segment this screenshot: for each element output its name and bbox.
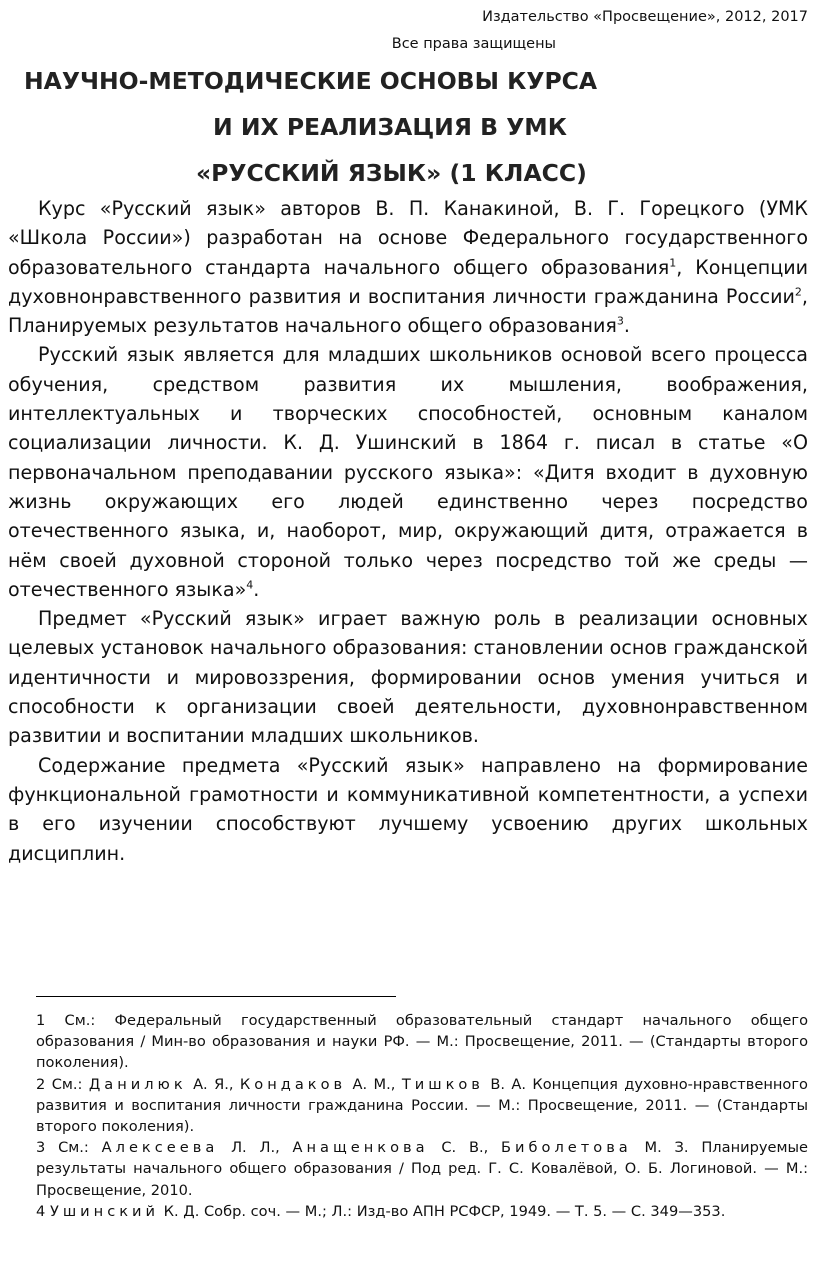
footnote-3-author-1: Алексеева <box>101 1139 219 1157</box>
footnote-2-author-1: Данилюк <box>88 1075 187 1093</box>
paragraph-2 <box>8 340 808 604</box>
footnote-ref-1: 1 <box>669 256 677 270</box>
footnote-4 <box>36 1201 808 1222</box>
footnote-3 <box>36 1137 808 1201</box>
footnote-2-initials-1: А. Я., <box>186 1075 240 1093</box>
footnotes <box>36 1010 808 1222</box>
footnote-4-rest: К. Д. Собр. соч. — М.; Л.: Изд-во АПН РСФСР, 1949. — Т. 5. — С. 349—353. <box>159 1202 726 1220</box>
footnote-2 <box>36 1074 808 1138</box>
paragraph-1-text-b: , Концепции духовнонравственного развития и воспитания личности гражданина России <box>8 255 809 308</box>
paragraph-1-text-c: , Планируемых результатов начального общего образования <box>8 284 808 338</box>
copyright-notice <box>392 4 808 58</box>
footnote-ref-4: 4 <box>246 578 254 592</box>
paragraph-1 <box>8 194 808 340</box>
paragraph-2-text-a: Русский язык является для младших школьников основой всего процесса обучения, средством развития их мышления, воображения, интеллектуальных и творческих способностей, основным каналом социализации личности. К. Д. Ушинский в 1864 г. писал в статье «О первоначальном преподавании русского языка»: «Дитя входит в духовную жизнь окружающих его людей единственно через посредство отечественного языка, и, наоборот, мир, окружающий дитя, отражается в нём своей духовной стороной только через посредство той же среды — отечественного языка» <box>8 343 808 601</box>
page-title <box>0 58 816 196</box>
footnote-4-mark: 4 <box>36 1202 46 1220</box>
paragraph-4: Содержание предмета «Русский язык» направлено на формирование функциональной грамотности и коммуникативной компетентности, а успехи в его изучении способствуют лучшему усвоению других школьных дисциплин. <box>8 753 808 865</box>
footnote-2-mark: 2 <box>36 1075 46 1093</box>
footnote-3-initials-2: С. В., <box>428 1139 502 1157</box>
footnote-3-author-2: Анащенкова <box>292 1139 429 1157</box>
paragraph-3: Предмет «Русский язык» играет важную роль в реализации основных целевых установок начального образования: становлении основ гражданской идентичности и мировоззрения, формировании основ умения учиться и способности к организации своей деятельности, духовнонравственном развитии и воспитании младших школьников. <box>8 607 808 748</box>
footnote-1-mark: 1 <box>36 1012 46 1029</box>
footnote-4-author-1: Ушинский <box>49 1202 160 1220</box>
title-line-2: И ИХ РЕАЛИЗАЦИЯ В УМК <box>213 113 567 141</box>
footnote-3-mark: 3 <box>36 1139 46 1157</box>
paragraph-2-text-b: . <box>253 577 260 601</box>
footnote-3-prefix: См.: <box>45 1139 102 1157</box>
footnote-divider <box>36 996 396 997</box>
footnote-2-rest: В. А. Концепция духовно-нравственного развития и воспитания личности гражданина России. — М.: Просвещение, 2011. — (Стандарты второго поколения). <box>36 1075 808 1136</box>
footnote-2-prefix: См.: <box>45 1075 89 1093</box>
footnote-2-author-2: Кондаков <box>239 1075 347 1093</box>
footnote-3-rest: М. З. Планируемые результаты начального общего образования / Под ред. Г. С. Ковалёвой, О. Б. Логиновой. — М.: Просвещение, 2010. <box>36 1139 808 1199</box>
publisher-line: Издательство «Просвещение», 2012, 2017 <box>482 9 808 25</box>
footnote-1 <box>36 1010 808 1074</box>
title-line-1: НАУЧНО-МЕТОДИЧЕСКИЕ ОСНОВЫ КУРСА <box>24 67 598 95</box>
footnote-2-author-3: Тишков <box>401 1075 484 1093</box>
footnote-ref-2: 2 <box>794 285 802 299</box>
main-text <box>8 194 808 868</box>
footnote-2-initials-2: А. М., <box>346 1075 402 1093</box>
footnote-3-initials-1: Л. Л., <box>218 1139 293 1157</box>
footnote-1-text: См.: Федеральный государственный образовательный стандарт начального общего образования / Мин-во образования и науки РФ. — М.: Просвещение, 2011. — (Стандарты второго поколения). <box>36 1012 808 1072</box>
title-line-3: «РУССКИЙ ЯЗЫК» (1 КЛАСС) <box>196 159 587 187</box>
paragraph-1-text-a: Курс «Русский язык» авторов В. П. Канакиной, В. Г. Горецкого (УМК «Школа России») разработан на основе Федерального государственного образовательного стандарта начального общего образования <box>8 197 808 279</box>
footnote-3-author-3: Биболетова <box>501 1139 632 1157</box>
paragraph-1-text-d: . <box>623 314 630 338</box>
rights-line: Все права защищены <box>391 36 556 52</box>
footnote-ref-3: 3 <box>616 314 624 328</box>
